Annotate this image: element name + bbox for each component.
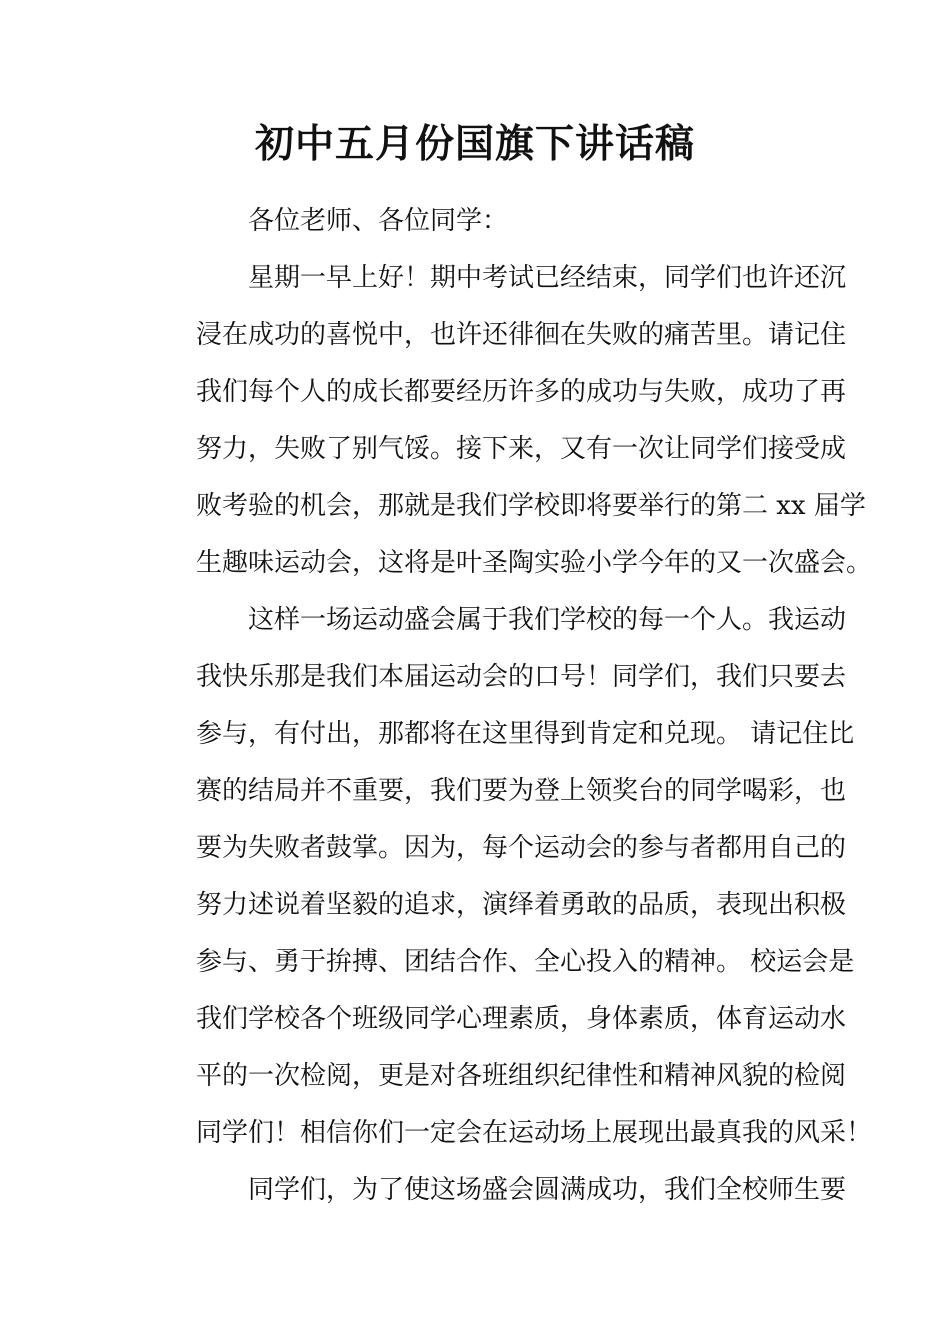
text-line: 参与、勇于拚搏、团结合作、全心投入的精神。 校运会是 <box>196 947 855 977</box>
text-line: 努力，失败了别气馁。接下来，又有一次让同学们接受成 <box>196 434 847 464</box>
text-line: 参与，有付出，那都将在这里得到肯定和兑现。 请记住比 <box>196 719 855 749</box>
text-line: 我们每个人的成长都要经历许多的成功与失败，成功了再 <box>196 377 847 407</box>
text-line: 平的一次检阅，更是对各班组织纪律性和精神风貌的检阅 <box>196 1061 847 1091</box>
text-line: 同学们，为了使这场盛会圆满成功，我们全校师生要 <box>248 1175 847 1205</box>
text-line: 我快乐那是我们本届运动会的口号！同学们，我们只要去 <box>196 662 847 692</box>
document-body <box>144 193 873 1219</box>
text-line: 赛的结局并不重要，我们要为登上领奖台的同学喝彩，也 <box>196 776 847 806</box>
paragraph-exam <box>144 250 873 592</box>
text-line: 星期一早上好！期中考试已经结束，同学们也许还沉 <box>248 263 847 293</box>
paragraph-sports <box>144 592 873 1162</box>
document-title: 初中五月份国旗下讲话稿 <box>254 121 695 167</box>
text-line: 浸在成功的喜悦中，也许还徘徊在失败的痛苦里。请记住 <box>196 320 847 350</box>
text-line: 生趣味运动会，这将是叶圣陶实验小学今年的又一次盛会。 <box>196 548 873 578</box>
text-line: 要为失败者鼓掌。因为，每个运动会的参与者都用自己的 <box>196 833 847 863</box>
text-line: 败考验的机会，那就是我们学校即将要举行的第二 xx 届学 <box>196 491 866 521</box>
text-line: 我们学校各个班级同学心理素质，身体素质，体育运动水 <box>196 1004 847 1034</box>
paragraph-closing <box>144 1162 847 1219</box>
text-line: 这样一场运动盛会属于我们学校的每一个人。我运动 <box>248 605 847 635</box>
paragraph-greeting <box>144 193 808 250</box>
text-line: 努力述说着坚毅的追求，演绎着勇敢的品质，表现出积极 <box>196 890 847 920</box>
text-line: 同学们！相信你们一定会在运动场上展现出最真我的风采！ <box>196 1118 873 1148</box>
text-line: 各位老师、各位同学： <box>248 206 509 236</box>
